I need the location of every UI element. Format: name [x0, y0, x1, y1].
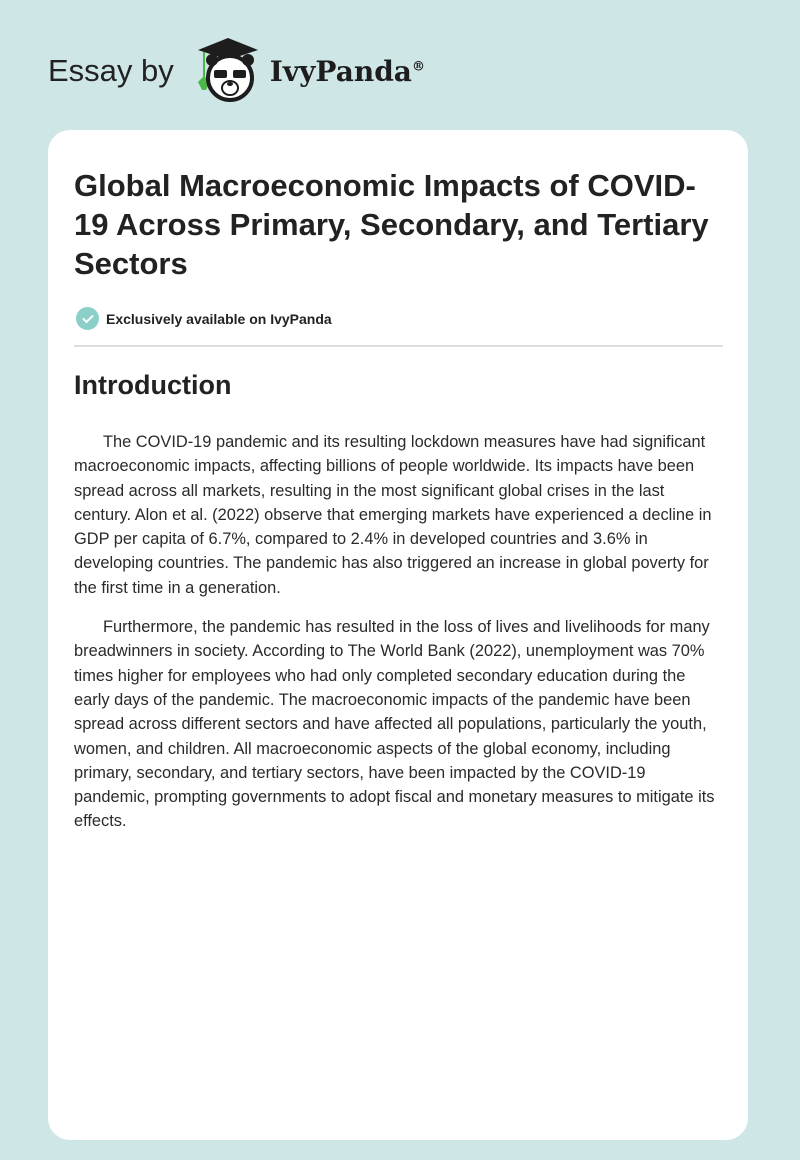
divider: [74, 345, 723, 347]
essay-by-label: Essay by: [48, 53, 174, 88]
essay-card: [48, 130, 748, 1140]
registered-mark: ®: [411, 59, 425, 75]
badge-text: Exclusively available on IvyPanda: [106, 310, 332, 327]
site-header: [48, 36, 425, 106]
brand-text: IvyPanda: [269, 54, 412, 88]
paragraph: Furthermore, the pandemic has resulted in the loss of lives and livelihoods for many breadwinners in society. According to The World Bank (2022), unemployment was 70% times higher for employees who had only completed secondary education during the early days of the pandemic. The macroeconomic impacts of the pandemic have been spread across different sectors and have affected all populations, particularly the youth, women, and children. All macroeconomic aspects of the global economy, including primary, secondary, and tertiary sectors, have been impacted by the COVID-19 pandemic, prompting governments to adopt fiscal and monetary measures to mitigate its effects.: [74, 618, 715, 831]
exclusive-badge: [76, 307, 332, 330]
section-heading: Introduction: [74, 370, 232, 400]
check-icon: [76, 307, 99, 330]
article-body: [74, 430, 724, 849]
paragraph: The COVID-19 pandemic and its resulting lockdown measures have had significant macroeconomic impacts, affecting billions of people worldwide. Its impacts have been spread across all markets, resulting in the most significant global crises in the last century. Alon et al. (2022) observe that emerging markets have experienced a decline in GDP per capita of 6.7%, compared to 2.4% in developed countries and 3.6% in developing countries. The pandemic has also triggered an increase in global poverty for the first time in a generation.: [74, 433, 712, 597]
panda-logo-icon[interactable]: [190, 34, 262, 109]
page-title: Global Macroeconomic Impacts of COVID-19 Across Primary, Secondary, and Tertiary Sectors: [74, 168, 709, 281]
brand-name[interactable]: [270, 55, 425, 88]
